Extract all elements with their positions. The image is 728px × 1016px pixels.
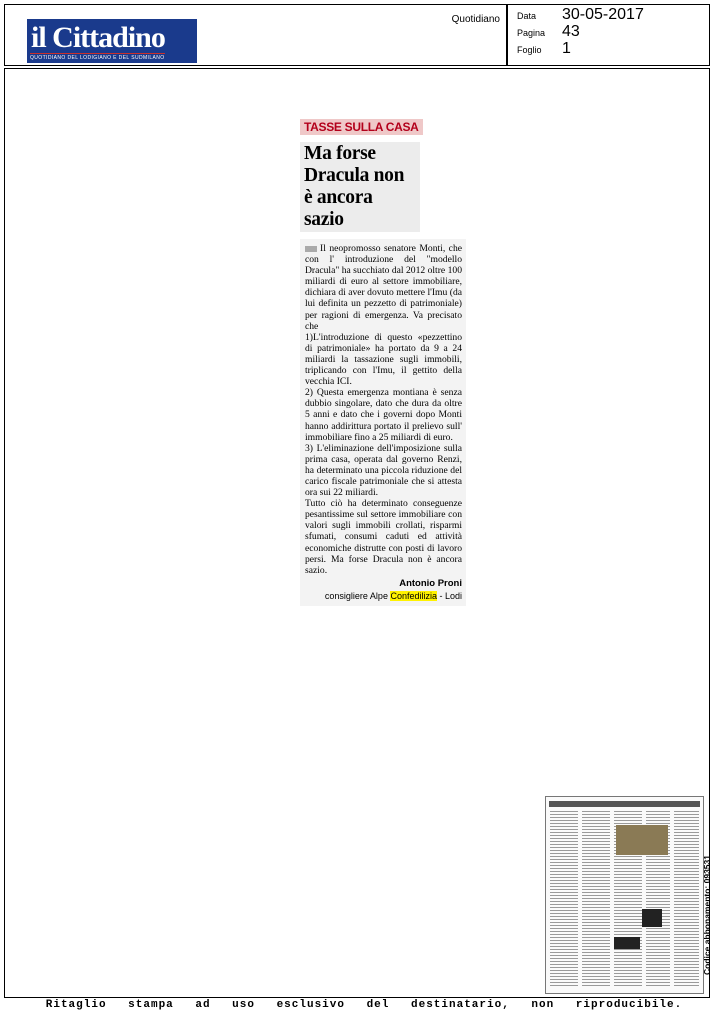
date-value: 30-05-2017: [562, 6, 644, 23]
thumbnail-box: [642, 909, 662, 927]
paragraph: 1)L'introduzione di questo «pezzettino di patrimoniale» ha portato da 9 a 24 miliardi la tassazione sugli immobili, triplicando con l'Imu, il gettito della vecchia ICI.: [305, 331, 462, 388]
logo-subtitle: QUOTIDIANO DEL LODIGIANO E DEL SUDMILANO: [30, 55, 165, 61]
article-body: [300, 239, 466, 606]
sheet-label: Foglio: [517, 45, 542, 55]
page-thumbnail: [545, 796, 704, 994]
logo-text: il Cittadino: [31, 21, 165, 54]
thumbnail-header: [549, 801, 700, 807]
thumbnail-column: [550, 811, 578, 987]
newspaper-logo: [27, 19, 197, 63]
page-label: Pagina: [517, 28, 546, 38]
date-label: Data: [517, 11, 537, 21]
author-role: consigliere Alpe Confedilizia - Lodi: [324, 590, 462, 601]
headline: Ma forse Dracula non è ancora sazio: [300, 142, 420, 232]
page-value: 43: [562, 23, 580, 40]
section-label: TASSE SULLA CASA: [300, 119, 423, 135]
highlighted-keyword: Confedilizia: [390, 590, 437, 601]
paragraph: Tutto ciò ha determinato conseguenze pesantissime sul settore immobiliare con valori sugli immobili crollati, risparmi sfumati, consumi caduti ed attività economiche distrutte con posti di lavoro persi. Ma forse Dracula non è ancora sazio.: [305, 498, 462, 576]
author-name: Antonio Proni: [399, 577, 462, 589]
thumbnail-column: [674, 811, 699, 987]
thumbnail-box: [614, 937, 640, 949]
lead-marker-icon: [305, 246, 317, 252]
paragraph: 2) Questa emergenza montiana è senza dubbio singolare, dato che dura da oltre 5 anni e dato che i governi dopo Monti hanno addirittura portato il prelievo sull' immobiliare fino a 25 miliardi di euro.: [305, 387, 462, 443]
sheet-value: 1: [562, 40, 571, 57]
subscription-code: Codice abbonamento: 093531: [702, 855, 712, 975]
thumbnail-photo: [616, 825, 668, 855]
sheet-row: [517, 41, 571, 57]
publication-type: Quotidiano: [451, 14, 500, 25]
thumbnail-column: [582, 811, 610, 987]
article: [300, 118, 466, 606]
paragraph: Il neopromosso senatore Monti, che con l' introduzione del "modello Dracula" ha succhiato dal 2012 oltre 100 miliardi di euro al settore immobiliare, dichiara di aver dovuto mettere l'Imu (da lui definita un pezzetto di patrimoniale) per ragioni di emergenza. Va precisato che: [305, 243, 462, 332]
page-row: [517, 24, 580, 40]
paragraph: 3) L'eliminazione dell'imposizione sulla prima casa, operata dal governo Renzi, ha determinato una piccola riduzione del carico fiscale patrimoniale che si attesta ora sui 22 miliardi.: [305, 442, 462, 499]
masthead-panel: [4, 4, 507, 66]
metadata-panel: [507, 4, 710, 66]
footer-note: Ritaglio stampa ad uso esclusivo del destinatario, non riproducibile.: [45, 999, 683, 1011]
date-row: [517, 7, 644, 23]
